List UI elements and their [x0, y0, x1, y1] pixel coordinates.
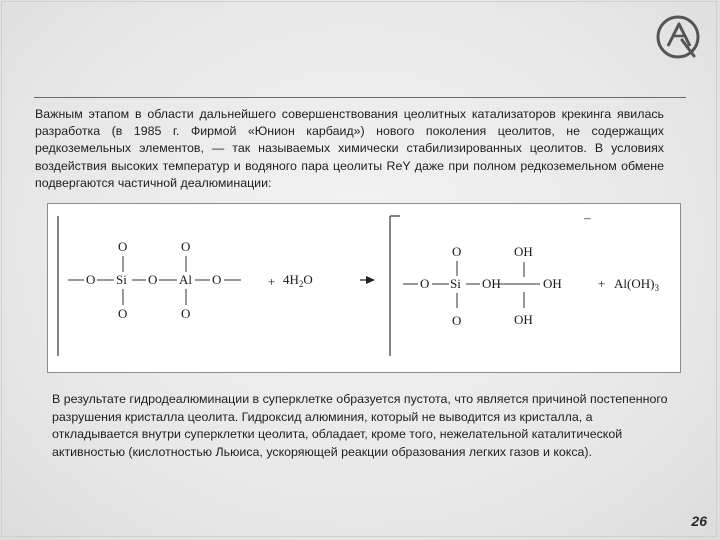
o-bottom-si2: O	[452, 313, 462, 328]
intro-paragraph: Важным этапом в области дальнейшего совершенствования цеолитных катализаторов крекинга явилась разработка (в 1985 г. Фирмой «Юнион карбаид») нового поколения цеолитов, не содержащих редкоземельных элементов, — так называемых химически стабилизированных цеолитов. В условиях воздействия высоких температур и водяного пара цеолиты ReY даже при полном редкоземельном обмене подвергаются частичной деалюминации:	[35, 107, 664, 190]
o-left: O	[86, 272, 96, 287]
title-divider	[34, 97, 686, 98]
water-o: O	[303, 272, 313, 287]
o-bottom-al: O	[181, 306, 191, 321]
result-paragraph: В результате гидродеалюминации в суперклетке образуется пустота, что является причиной постепенного разрушения кристалла цеолита. Гидроксид алюминия, который не выводится из кристалла, а откладывается внутри суперклетки цеолита, обладает, кроме того, нежелательной каталитической активностью (кислотностью Льюиса, ускоряющей реакции образования легких газов и кокса).	[52, 392, 668, 459]
alum-hydroxide: Al(OH)	[614, 276, 655, 291]
charge-sign: –	[584, 210, 591, 225]
reaction-diagram	[48, 204, 680, 372]
plus-sign-1: +	[268, 274, 276, 289]
oh-si: OH	[482, 276, 501, 291]
o-bridge: O	[148, 272, 158, 287]
al-left: Al	[179, 272, 192, 287]
oh-bottom: OH	[514, 312, 533, 327]
o-right: O	[212, 272, 222, 287]
o-bottom-si: O	[118, 306, 128, 321]
svg-text:Al(OH)3	[614, 276, 659, 293]
o-top-al: O	[181, 239, 191, 254]
o-top-si: O	[118, 239, 128, 254]
si-left: Si	[116, 272, 127, 287]
si-right: Si	[450, 276, 461, 291]
o-top-si2: O	[452, 244, 462, 259]
plus-sign-2: +	[598, 276, 606, 291]
page-number: 26	[691, 513, 707, 529]
oh-top: OH	[514, 244, 533, 259]
water-h: 4H	[283, 272, 299, 287]
svg-text:4H2O	[283, 272, 313, 289]
triangle-logo-icon	[654, 12, 704, 62]
o-left2: O	[420, 276, 430, 291]
alum-sub: 3	[654, 283, 659, 293]
oh-right: OH	[543, 276, 562, 291]
water-sub: 2	[298, 279, 304, 289]
reaction-scheme	[47, 203, 681, 373]
